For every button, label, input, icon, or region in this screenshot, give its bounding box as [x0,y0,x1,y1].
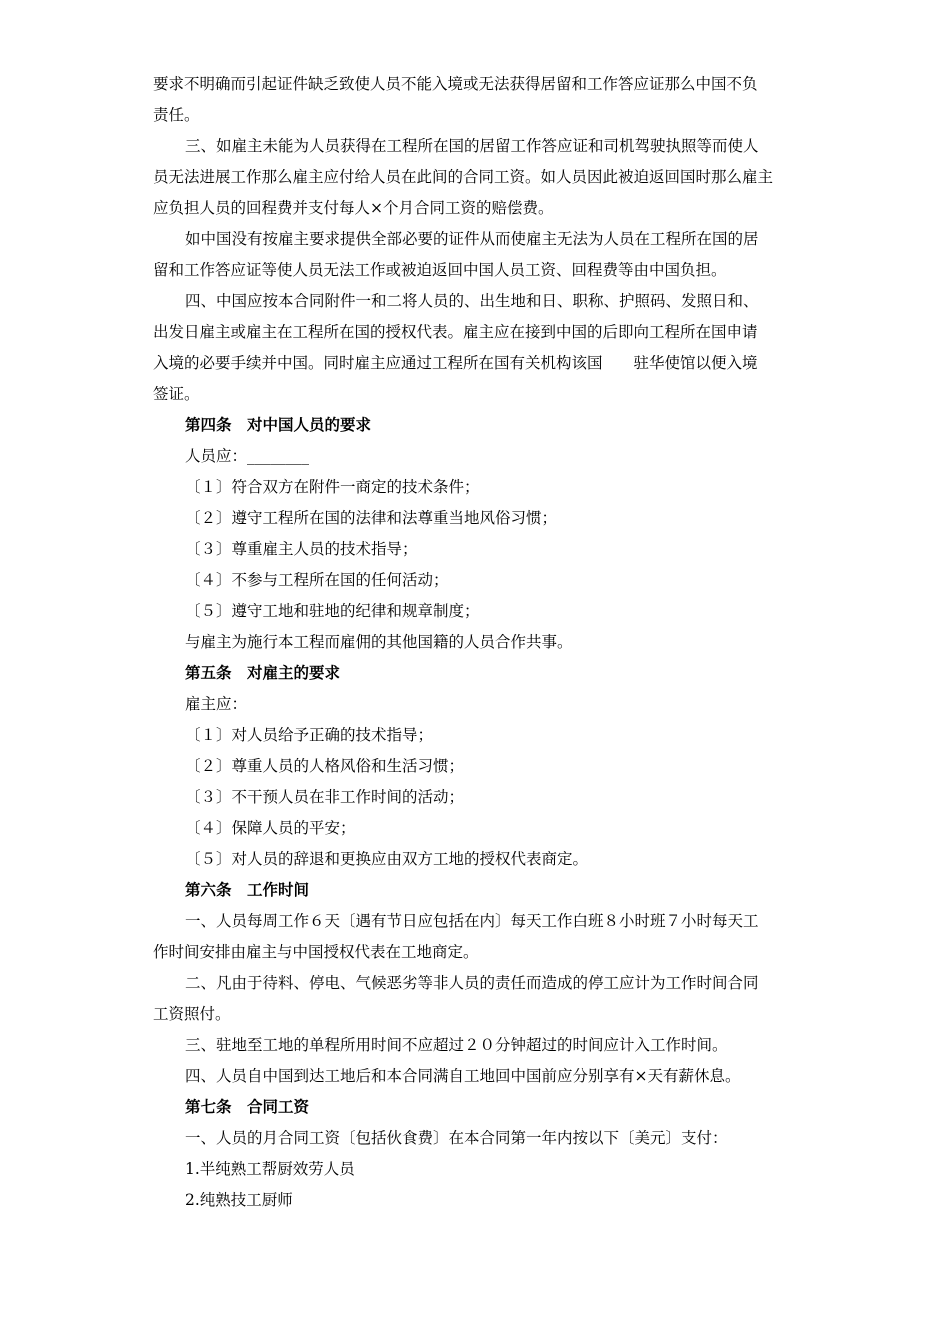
text-line: 出发日雇主或雇主在工程所在国的授权代表。雇主应在接到中国的后即向工程所在国申请 [153,323,758,341]
text-line: 四、中国应按本合同附件一和二将人员的、出生地和日、职称、护照码、发照日和、 [185,292,759,310]
text-line: 人员应：________ [185,447,310,465]
text-line: 〔３〕尊重雇主人员的技术指导； [185,540,418,558]
text-line: 作时间安排由雇主与中国授权代表在工地商定。 [153,943,479,961]
text-line: 〔５〕对人员的辞退和更换应由双方工地的授权代表商定。 [185,850,589,868]
text-line: 要求不明确而引起证件缺乏致使人员不能入境或无法获得居留和工作答应证那么中国不负 [153,75,758,93]
section-heading: 第七条 合同工资 [185,1097,310,1116]
text-line: 雇主应： [185,695,248,713]
text-line: 签证。 [153,385,200,403]
section-heading: 第五条 对雇主的要求 [185,663,341,682]
text-line: 三、如雇主未能为人员获得在工程所在国的居留工作答应证和司机驾驶执照等而使人 [185,137,759,155]
text-line: 与雇主为施行本工程而雇佣的其他国籍的人员合作共事。 [185,633,573,651]
section-heading: 第四条 对中国人员的要求 [185,415,372,434]
text-line: 入境的必要手续并中国。同时雇主应通过工程所在国有关机构该国 驻华使馆以便入境 [153,354,758,372]
text-line: 四、人员自中国到达工地后和本合同满自工地回中国前应分别享有×天有薪休息。 [185,1067,741,1085]
text-line: 一、人员每周工作６天〔遇有节日应包括在内〕每天工作白班８小时班７小时每天工 [185,912,759,930]
text-line: 工资照付。 [153,1005,231,1023]
text-line: 〔４〕保障人员的平安； [185,819,356,837]
text-line: 1.半纯熟工帮厨效劳人员 [185,1160,355,1178]
text-line: 〔３〕不干预人员在非工作时间的活动； [185,788,465,806]
text-line: 〔１〕对人员给予正确的技术指导； [185,726,434,744]
text-line: 2.纯熟技工厨师 [185,1191,293,1209]
text-line: 〔４〕不参与工程所在国的任何活动； [185,571,449,589]
text-line: 应负担人员的回程费并支付每人×个月合同工资的赔偿费。 [153,199,554,217]
text-line: 员无法进展工作那么雇主应付给人员在此间的合同工资。如人员因此被迫返回国时那么雇主 [153,168,774,186]
text-line: 责任。 [153,106,200,124]
text-line: 三、驻地至工地的单程所用时间不应超过２０分钟超过的时间应计入工作时间。 [185,1036,728,1054]
text-line: 二、凡由于待料、停电、气候恶劣等非人员的责任而造成的停工应计为工作时间合同 [185,974,759,992]
text-line: 〔５〕遵守工地和驻地的纪律和规章制度； [185,602,480,620]
section-heading: 第六条 工作时间 [185,880,310,899]
text-line: 〔２〕尊重人员的人格风俗和生活习惯； [185,757,465,775]
text-line: 如中国没有按雇主要求提供全部必要的证件从而使雇主无法为人员在工程所在国的居 [185,230,759,248]
text-line: 留和工作答应证等使人员无法工作或被迫返回中国人员工资、回程费等由中国负担。 [153,261,727,279]
text-line: 一、人员的月合同工资〔包括伙食费〕在本合同第一年内按以下〔美元〕支付： [185,1129,728,1147]
text-line: 〔２〕遵守工程所在国的法律和法尊重当地风俗习惯； [185,509,558,527]
text-line: 〔１〕符合双方在附件一商定的技术条件； [185,478,480,496]
